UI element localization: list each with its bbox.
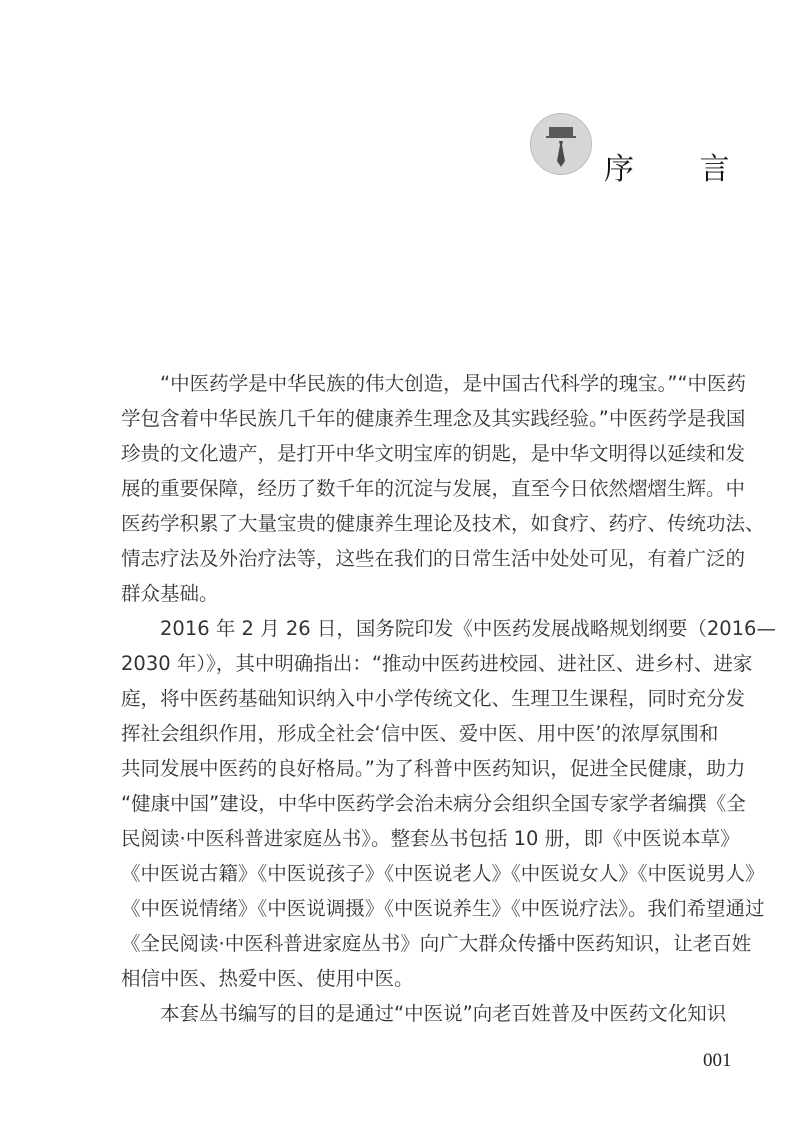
text-line: 医药学积累了大量宝贵的健康养生理论及技术，如食疗、药疗、传统功法、 <box>121 512 765 535</box>
text-line: 群众基础。 <box>121 582 219 605</box>
page-number: 001 <box>703 1050 732 1071</box>
paragraph-2 <box>121 611 776 996</box>
text-line: 展的重要保障，经历了数千年的沉淀与发展，直至今日依然熠熠生辉。中 <box>121 477 746 500</box>
text-line: “健康中国”建设，中华中医药学会治未病分会组织全国专家学者编撰《全 <box>121 792 746 815</box>
paragraph-3 <box>121 996 727 1031</box>
text-line: 2016 年 2 月 26 日，国务院印发《中医药发展战略规划纲要（2016— <box>160 617 776 640</box>
hat-icon <box>549 127 573 136</box>
hat-brim <box>546 136 576 138</box>
text-line: 挥社会组织作用，形成全社会‘信中医、爱中医、用中医’的浓厚氛围和 <box>121 722 719 745</box>
paragraph-1 <box>121 366 765 611</box>
text-line: 《中医说古籍》《中医说孩子》《中医说老人》《中医说女人》《中医说男人》 <box>121 862 765 885</box>
tie-icon <box>556 141 566 167</box>
text-line: 民阅读·中医科普进家庭丛书》。整套丛书包括 10 册，即《中医说本草》 <box>121 827 740 850</box>
text-line: 《中医说情绪》《中医说调摄》《中医说养生》《中医说疗法》。我们希望通过 <box>121 897 765 920</box>
text-line: “中医药学是中华民族的伟大创造，是中国古代科学的瑰宝。”“中医药 <box>160 372 747 395</box>
text-line: 《全民阅读·中医科普进家庭丛书》向广大群众传播中医药知识，让老百姓 <box>121 932 752 955</box>
text-line: 珍贵的文化遗产，是打开中华文明宝库的钥匙，是中华文明得以延续和发 <box>121 442 746 465</box>
hat-and-tie-icon <box>530 113 592 175</box>
preface-body <box>121 366 776 1031</box>
text-line: 2030 年）》，其中明确指出：“推动中医药进校园、进社区、进乡村、进家 <box>121 652 753 675</box>
text-line: 相信中医、热爱中医、使用中医。 <box>121 967 414 990</box>
text-line: 学包含着中华民族几千年的健康养生理念及其实践经验。”中医药学是我国 <box>121 407 746 430</box>
text-line: 庭，将中医药基础知识纳入中小学传统文化、生理卫生课程，同时充分发 <box>121 687 746 710</box>
page-title: 序 言 <box>604 152 758 187</box>
text-line: 情志疗法及外治疗法等，这些在我们的日常生活中处处可见，有着广泛的 <box>121 547 746 570</box>
text-line: 本套丛书编写的目的是通过“中医说”向老百姓普及中医药文化知识 <box>160 1002 727 1025</box>
text-line: 共同发展中医药的良好格局。”为了科普中医药知识，促进全民健康，助力 <box>121 757 746 780</box>
